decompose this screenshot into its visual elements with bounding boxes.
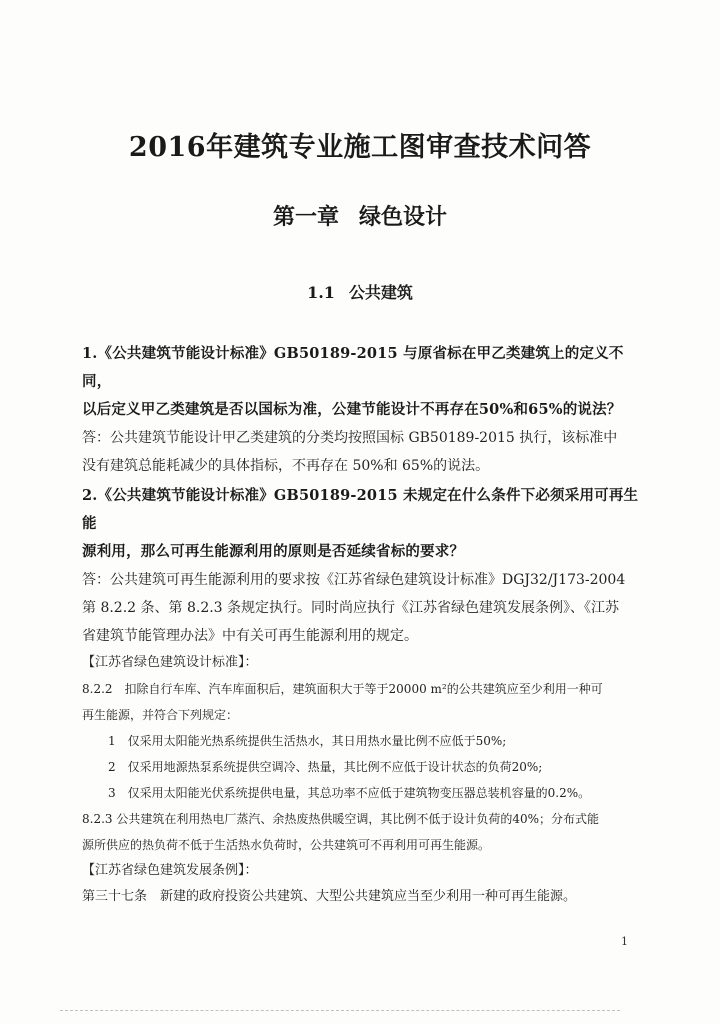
scan-bottom-edge bbox=[60, 1010, 620, 1012]
answer-1-line-2: 没有建筑总能耗减少的具体指标，不再存在 50%和 65%的说法。 bbox=[82, 458, 490, 474]
clause-823-line-2: 源所供应的热负荷不低于生活热水负荷时，公共建筑可不再利用可再生能源。 bbox=[82, 838, 491, 852]
page-number: 1 bbox=[621, 935, 628, 948]
question-2-line-1: 2.《公共建筑节能设计标准》GB50189-2015 未规定在什么条件下必须采用可再生能 bbox=[82, 487, 639, 532]
section-number: 1.1 bbox=[307, 283, 335, 302]
clause-822-item-1: 1 仅采用太阳能光热系统提供生活热水，其日用热水量比例不应低于50%; bbox=[108, 734, 507, 748]
answer-1-line-1: 答：公共建筑节能设计甲乙类建筑的分类均按照国标 GB50189-2015 执行，该标准中 bbox=[82, 430, 618, 446]
article-37: 第三十七条 新建的政府投资公共建筑、大型公共建筑应当至少利用一种可再生能源。 bbox=[82, 889, 577, 904]
clause-822-line-1: 8.2.2 扣除自行车库、汽车库面积后，建筑面积大于等于20000 m²的公共建筑应至少利用一种可 bbox=[82, 682, 603, 696]
clause-823-line-1: 8.2.3 公共建筑在利用热电厂蒸汽、余热废热供暖空调，其比例不低于设计负荷的40%；分布式能 bbox=[82, 812, 600, 826]
chapter-name: 绿色设计 bbox=[359, 204, 448, 230]
clause-822-item-3: 3 仅采用太阳能光伏系统提供电量，其总功率不应低于建筑物变压器总装机容量的0.2%。 bbox=[108, 786, 591, 800]
reference-2-title: 【江苏省绿色建筑发展条例】： bbox=[82, 863, 258, 878]
reference-1-title: 【江苏省绿色建筑设计标准】： bbox=[82, 655, 258, 670]
document-title: 2016年建筑专业施工图审查技术问答 bbox=[128, 132, 592, 163]
section-heading bbox=[0, 280, 720, 303]
clause-822-item-2: 2 仅采用地源热泵系统提供空调冷、热量，其比例不应低于设计状态的负荷20%; bbox=[108, 760, 543, 774]
question-1-line-2: 以后定义甲乙类建筑是否以国标为准，公建节能设计不再存在50%和65%的说法？ bbox=[82, 401, 622, 418]
question-2-block bbox=[82, 482, 642, 910]
answer-2-line-2: 第 8.2.2 条、第 8.2.3 条规定执行。同时尚应执行《江苏省绿色建筑发展条例》、《江苏 bbox=[82, 600, 620, 616]
question-1-block bbox=[82, 340, 642, 480]
section-name: 公共建筑 bbox=[348, 283, 413, 302]
clause-822-line-2: 再生能源，并符合下列规定： bbox=[82, 708, 239, 722]
question-2-line-2: 源利用，那么可再生能源利用的原则是否延续省标的要求？ bbox=[82, 543, 465, 560]
chapter-number: 第一章 bbox=[272, 204, 339, 230]
answer-2-line-1: 答：公共建筑可再生能源利用的要求按《江苏省绿色建筑设计标准》DGJ32/J173-2004 bbox=[82, 572, 626, 588]
question-1-line-1: 1.《公共建筑节能设计标准》GB50189-2015 与原省标在甲乙类建筑上的定义不同， bbox=[82, 345, 624, 390]
answer-2-line-3: 省建筑节能管理办法》中有关可再生能源利用的规定。 bbox=[82, 628, 418, 644]
chapter-heading bbox=[0, 200, 720, 231]
